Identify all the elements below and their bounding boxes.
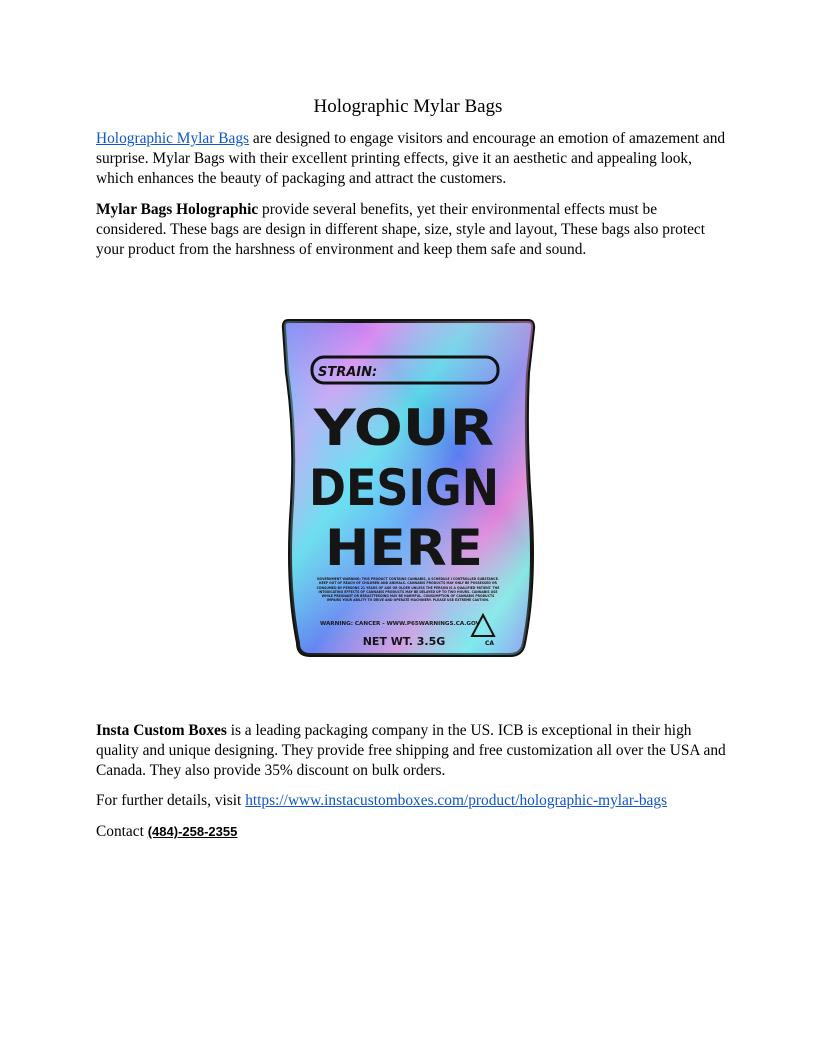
ca-mark: CA <box>485 640 495 647</box>
company-paragraph <box>96 721 726 781</box>
benefits-bold-term: Mylar Bags Holographic <box>96 201 259 218</box>
government-warning-text: GOVERNMENT WARNING: THIS PRODUCT CONTAINS CANNABIS, A SCHEDULE I CONTROLLED SUBSTANCE. KEEP OUT OF REACH OF CHILDREN AND ANIMALS. CANNABIS PRODUCTS MAY ONLY BE POSSESSED OR CONSUMED BY PERSONS 21 YEARS OF AGE OR OLDER UNLESS THE PERSON IS A QUALIFIED PATIENT. THE INTOXICATING EFFECTS OF CANNABIS PRODUCTS MAY BE DELAYED UP TO TWO HOURS. CANNABIS USE WHILE PREGNANT OR BREASTFEEDING MAY BE HARMFUL. CONSUMPTION OF CANNABIS PRODUCTS IMPAIRS YOUR ABILITY TO DRIVE AND OPERATE MACHINERY. PLEASE USE EXTREME CAUTION. <box>316 577 500 603</box>
benefits-paragraph-text: provide several benefits, yet their environmental effects must be considered. These bags are design in different shape, size, style and layout, These bags also protect your product from the harshness of environment and keep them safe and sound. <box>96 201 706 258</box>
product-url-link[interactable]: https://www.instacustomboxes.com/product/holographic-mylar-bags <box>245 792 668 809</box>
details-paragraph-text: For further details, visit <box>96 792 246 809</box>
benefits-paragraph <box>96 200 726 260</box>
document-title: Holographic Mylar Bags <box>313 96 503 117</box>
contact-paragraph <box>96 822 726 842</box>
intro-paragraph <box>96 129 726 189</box>
details-paragraph <box>96 791 726 811</box>
headline-line1: YOUR <box>312 399 494 457</box>
cancer-warning-line: WARNING: CANCER - WWW.P65WARNINGS.CA.GOV <box>320 621 480 627</box>
holographic-mylar-bags-link[interactable]: Holographic Mylar Bags <box>96 130 250 147</box>
intro-paragraph-text: are designed to engage visitors and encourage an emotion of amazement and surprise. Mylar Bags with their excellent printing effects, give it an aesthetic and appealing look, which enhances the beauty of packaging and attract the customers. <box>96 130 726 187</box>
headline-line2: DESIGN <box>309 459 499 517</box>
contact-label: Contact <box>96 823 148 840</box>
company-paragraph-text: is a leading packaging company in the US. ICB is exceptional in their high quality and unique designing. They provide free shipping and free customization all over the USA and Canada. They also provide 35% discount on bulk orders. <box>96 722 726 779</box>
strain-label: STRAIN: <box>318 365 378 380</box>
company-name: Insta Custom Boxes <box>96 722 227 739</box>
net-weight: NET WT. 3.5G <box>362 635 446 648</box>
headline-line3: HERE <box>325 519 483 577</box>
product-image-mylar-bag <box>276 313 538 663</box>
contact-phone-link[interactable]: (484)-258-2355 <box>147 824 238 839</box>
